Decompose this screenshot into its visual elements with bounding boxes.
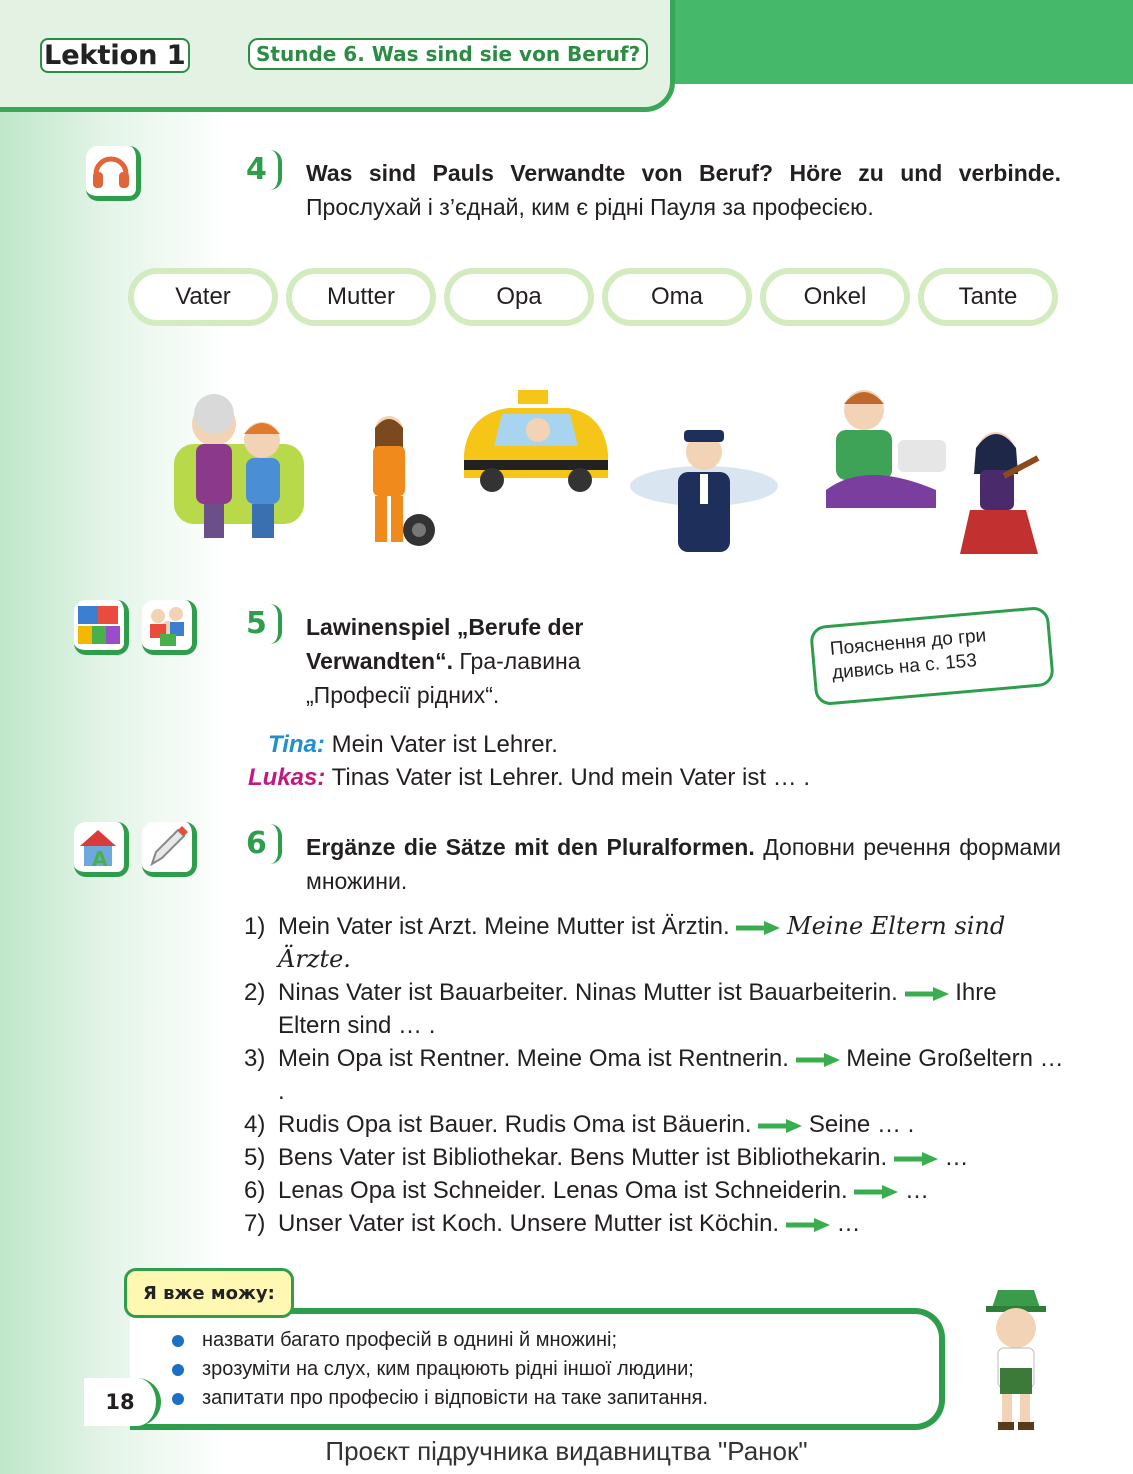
task-6-text: Доповни речення формами множини. bbox=[306, 834, 1061, 894]
speaker-lukas: Lukas: bbox=[248, 764, 326, 791]
item-text: Mein Opa ist Rentner. Meine Oma ist Rentnerin. bbox=[278, 1045, 789, 1072]
task-5-text: Гра-лавина „Професії рідних“. bbox=[306, 648, 581, 708]
page-number: 18 bbox=[84, 1378, 161, 1426]
kids-icon-box bbox=[142, 600, 197, 655]
arrow-icon bbox=[786, 1218, 830, 1232]
task-4-number: 4 bbox=[246, 152, 267, 187]
left-gradient bbox=[0, 0, 230, 1474]
violinist-illustration[interactable] bbox=[946, 424, 1054, 562]
exercise-item bbox=[244, 1141, 1064, 1174]
blocks-icon-box bbox=[74, 600, 129, 655]
dialog-line bbox=[248, 728, 810, 761]
item-number: 5) bbox=[244, 1144, 266, 1171]
arrow-icon bbox=[905, 987, 949, 1001]
boy-mascot-illustration bbox=[968, 1282, 1064, 1432]
word-card[interactable]: Tante bbox=[918, 268, 1058, 326]
exercise-item bbox=[244, 976, 1064, 1042]
word-card[interactable]: Oma bbox=[602, 268, 752, 326]
arrow-icon bbox=[758, 1119, 802, 1133]
task-4-bracket bbox=[270, 150, 282, 190]
item-answer: … bbox=[836, 1210, 861, 1237]
children-group-icon bbox=[144, 602, 190, 648]
item-answer: … bbox=[905, 1177, 930, 1204]
exercise-item bbox=[244, 1042, 1064, 1108]
exercise-item bbox=[244, 910, 1064, 976]
arrow-icon bbox=[854, 1185, 898, 1199]
dialog bbox=[248, 728, 810, 794]
speaker-tina: Tina: bbox=[268, 731, 325, 758]
arrow-icon bbox=[894, 1152, 938, 1166]
item-text: Unser Vater ist Koch. Unsere Mutter ist Köchin. bbox=[278, 1210, 780, 1237]
item-number: 6) bbox=[244, 1177, 266, 1204]
item-answer: … bbox=[944, 1144, 969, 1171]
arrow-icon bbox=[736, 921, 780, 935]
can-do-item: зрозуміти на слух, ким працюють рідні іншої людини; bbox=[172, 1355, 708, 1384]
item-text: Ninas Vater ist Bauarbeiter. Ninas Mutter ist Bauarbeiterin. bbox=[278, 979, 898, 1006]
word-card[interactable]: Vater bbox=[128, 268, 278, 326]
item-text: Bens Vater ist Bibliothekar. Bens Mutter ist Bibliothekarin. bbox=[278, 1144, 888, 1171]
item-number: 1) bbox=[244, 913, 266, 940]
headphones-icon bbox=[88, 148, 134, 194]
headphones-icon-box bbox=[86, 146, 141, 201]
pencil-icon bbox=[144, 824, 190, 870]
can-do-item: запитати про професію і відповісти на таке запитання. bbox=[172, 1384, 708, 1413]
word-card[interactable]: Onkel bbox=[760, 268, 910, 326]
header-band bbox=[600, 0, 1133, 84]
exercise-list bbox=[244, 910, 1064, 1240]
tailor-illustration[interactable] bbox=[806, 380, 956, 518]
dialog-line bbox=[248, 761, 810, 794]
taxi-driver-illustration[interactable] bbox=[458, 374, 614, 500]
footer-text: Проєкт підручника видавництва "Ранок" bbox=[325, 1436, 808, 1466]
dialog-text: Tinas Vater ist Lehrer. Und mein Vater ist … . bbox=[331, 764, 810, 791]
item-answer: Meine Großeltern … . bbox=[278, 1045, 1064, 1105]
exercise-item bbox=[244, 1174, 1064, 1207]
task-6-title: Ergänze die Sätze mit den Pluralformen. bbox=[306, 834, 755, 860]
item-number: 3) bbox=[244, 1045, 266, 1072]
pencil-icon-box bbox=[142, 822, 197, 877]
lesson-title: Stunde 6. Was sind sie von Beruf? bbox=[248, 38, 648, 70]
word-card[interactable]: Mutter bbox=[286, 268, 436, 326]
can-do-title: Я вже можу: bbox=[124, 1268, 294, 1318]
arrow-icon bbox=[796, 1053, 840, 1067]
task-6-number: 6 bbox=[246, 826, 267, 861]
house-letter-icon bbox=[76, 824, 122, 870]
task-5-number: 5 bbox=[246, 606, 267, 641]
word-card[interactable]: Opa bbox=[444, 268, 594, 326]
task-5-bracket bbox=[270, 604, 282, 644]
note-box: Пояснення до гри дивись на с. 153 bbox=[809, 606, 1055, 707]
item-number: 2) bbox=[244, 979, 266, 1006]
can-do-list bbox=[172, 1326, 708, 1413]
house-icon-box bbox=[74, 822, 129, 877]
pilot-illustration[interactable] bbox=[626, 420, 782, 558]
item-text: Mein Vater ist Arzt. Meine Mutter ist Ärztin. bbox=[278, 913, 730, 940]
task-4-text: Прослухай і з’єднай, ким є рідні Пауля за професією. bbox=[306, 194, 874, 220]
exercise-item bbox=[244, 1108, 1064, 1141]
item-answer: Ihre Eltern sind … . bbox=[278, 979, 997, 1039]
dialog-text: Mein Vater ist Lehrer. bbox=[331, 731, 558, 758]
item-number: 4) bbox=[244, 1111, 266, 1138]
item-number: 7) bbox=[244, 1210, 266, 1237]
item-answer: Meine Eltern sind Ärzte. bbox=[278, 912, 1006, 973]
can-do-item: назвати багато професій в однині й множині; bbox=[172, 1326, 708, 1355]
word-row bbox=[128, 268, 1058, 330]
task-5-instruction bbox=[306, 610, 666, 712]
grandmother-grandson-illustration[interactable] bbox=[164, 384, 314, 548]
task-4-instruction bbox=[306, 156, 1061, 224]
task-4-title: Was sind Pauls Verwandte von Beruf? Höre zu und verbinde. bbox=[306, 160, 1061, 186]
item-text: Rudis Opa ist Bauer. Rudis Oma ist Bäuerin. bbox=[278, 1111, 752, 1138]
item-answer: Seine … . bbox=[808, 1111, 915, 1138]
item-text: Lenas Opa ist Schneider. Lenas Oma ist Schneiderin. bbox=[278, 1177, 848, 1204]
mechanic-illustration[interactable] bbox=[345, 412, 437, 550]
letter-blocks-icon bbox=[76, 602, 122, 648]
lesson-badge: Lektion 1 bbox=[40, 38, 190, 73]
exercise-item bbox=[244, 1207, 1064, 1240]
task-6-bracket bbox=[270, 824, 282, 864]
task-6-instruction bbox=[306, 830, 1061, 898]
svg-text:A: A bbox=[92, 847, 108, 870]
task-5-title: Lawinenspiel „Berufe der Verwandten“. bbox=[306, 614, 584, 674]
